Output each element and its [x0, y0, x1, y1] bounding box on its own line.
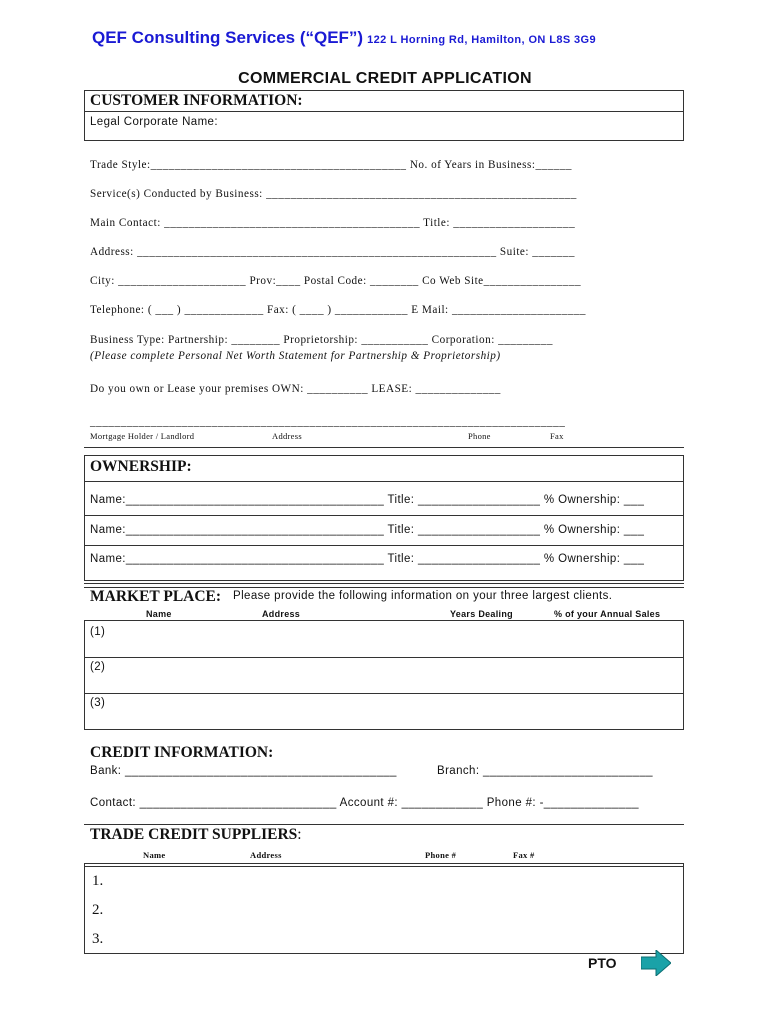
divider: [84, 953, 684, 954]
divider: [84, 866, 684, 867]
trade-section-heading: [90, 826, 302, 844]
divider: [84, 693, 684, 694]
divider: [84, 447, 684, 448]
right-arrow-icon[interactable]: [641, 950, 671, 976]
company-address: 122 L Horning Rd, Hamilton, ON L8S 3G9: [367, 34, 597, 46]
company-name: QEF Consulting Services (“QEF”): [92, 28, 364, 47]
document-title: COMMERCIAL CREDIT APPLICATION: [238, 70, 532, 87]
company-header: [92, 28, 596, 48]
address-field[interactable]: Address: ___________________________________________________________ Suite: _______: [90, 246, 575, 258]
market-col-years: Years Dealing: [450, 609, 513, 619]
landlord-line[interactable]: ______________________________________________________________________________: [90, 416, 566, 428]
divider: [84, 111, 684, 112]
divider: [84, 481, 684, 482]
owner-row-1[interactable]: Name:______________________________________ Title: __________________ % Ownership: ___: [90, 494, 645, 506]
owner-row-2[interactable]: Name:______________________________________ Title: __________________ % Ownership: ___: [90, 524, 645, 536]
pto-label: PTO: [588, 955, 617, 971]
trade-col-phone: Phone #: [425, 850, 457, 860]
left-border: [84, 863, 85, 953]
landlord-col-fax: Fax: [550, 431, 564, 441]
trade-heading-colon: :: [297, 826, 302, 843]
trade-heading-text: TRADE CREDIT SUPPLIERS: [90, 826, 298, 843]
credit-section-heading: CREDIT INFORMATION:: [90, 744, 274, 761]
services-field[interactable]: Service(s) Conducted by Business: ___________________________________________________: [90, 188, 577, 200]
telephone-field[interactable]: Telephone: ( ___ ) _____________ Fax: ( ____ ) ____________ E Mail: ______________________: [90, 304, 587, 316]
market-row-3[interactable]: (3): [90, 697, 106, 709]
credit-contact-field[interactable]: Contact: _____________________________ Account #: ____________ Phone #: -______________: [90, 797, 639, 809]
trade-col-address: Address: [250, 850, 282, 860]
city-field[interactable]: City: _____________________ Prov:____ Postal Code: ________ Co Web Site________________: [90, 275, 582, 287]
ownership-section-heading: OWNERSHIP:: [90, 458, 192, 475]
market-col-address: Address: [262, 609, 301, 619]
landlord-col-name: Mortgage Holder / Landlord: [90, 431, 195, 441]
market-rows-box: [84, 620, 684, 730]
trade-style-field[interactable]: Trade Style:__________________________________________ No. of Years in Business:______: [90, 159, 573, 171]
market-col-name: Name: [146, 609, 172, 619]
branch-field[interactable]: Branch: _________________________: [437, 765, 653, 777]
trade-col-fax: Fax #: [513, 850, 535, 860]
market-instruction: Please provide the following information on your three largest clients.: [233, 590, 613, 602]
trade-row-3[interactable]: 3.: [92, 931, 104, 947]
legal-name-field[interactable]: Legal Corporate Name:: [90, 116, 218, 128]
market-col-sales: % of your Annual Sales: [554, 609, 661, 619]
trade-row-2[interactable]: 2.: [92, 902, 104, 918]
right-border: [683, 863, 684, 953]
market-row-1[interactable]: (1): [90, 626, 106, 638]
market-row-2[interactable]: (2): [90, 661, 106, 673]
business-type-field[interactable]: Business Type: Partnership: ________ Proprietorship: ___________ Corporation: _________: [90, 334, 553, 346]
customer-section-heading: CUSTOMER INFORMATION:: [90, 92, 303, 109]
landlord-col-address: Address: [272, 431, 302, 441]
market-section-heading: MARKET PLACE:: [90, 588, 222, 605]
trade-col-name: Name: [143, 850, 166, 860]
landlord-col-phone: Phone: [468, 431, 491, 441]
divider: [84, 863, 684, 864]
divider: [84, 657, 684, 658]
business-type-note: (Please complete Personal Net Worth Statement for Partnership & Proprietorship): [90, 350, 501, 362]
premises-field[interactable]: Do you own or Lease your premises OWN: __________ LEASE: ______________: [90, 383, 501, 395]
divider: [84, 824, 684, 825]
divider: [84, 545, 684, 546]
arrow-shape: [641, 950, 671, 976]
bank-field[interactable]: Bank: ________________________________________: [90, 765, 397, 777]
divider: [84, 515, 684, 516]
trade-row-1[interactable]: 1.: [92, 873, 104, 889]
main-contact-field[interactable]: Main Contact: __________________________________________ Title: ____________________: [90, 217, 576, 229]
owner-row-3[interactable]: Name:______________________________________ Title: __________________ % Ownership: ___: [90, 553, 645, 565]
